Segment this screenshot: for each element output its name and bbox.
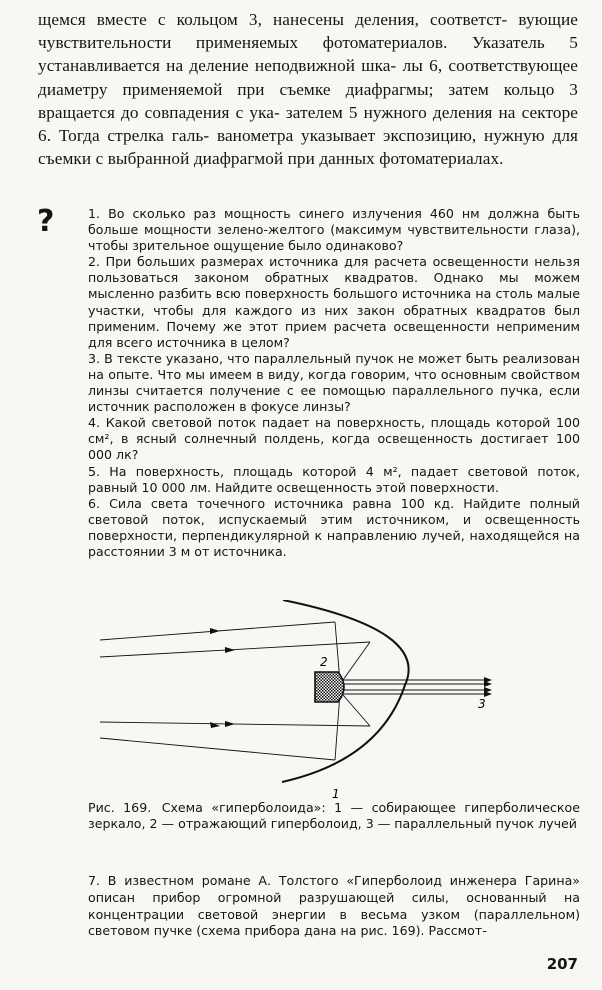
intro-paragraph bbox=[38, 8, 578, 170]
intro-text bbox=[38, 8, 578, 170]
intro-line: диафрагмы; затем кольцо 3 вращается до совпадения с ука- bbox=[38, 79, 578, 122]
label-mirror: 1 bbox=[332, 787, 340, 800]
question-item: 6. Сила света точечного источника равна 100 кд. Найдите полный световой поток, испускаемый этим источником, и освещенность поверхности, перпендикулярной к направлению лучей, находящейся на расстоянии 3 м от источника. bbox=[88, 495, 580, 559]
question-item: 7. В известном романе А. Толстого «Гиперболоид инженера Гарина» описан прибор огромной разрушающей силы, основанный на концентрации световой энергии в весьма узком (параллельном) световом пучке (схема прибора дана на рис. 169). Рассмот- bbox=[88, 873, 580, 939]
caption-number: Рис. 169. bbox=[88, 800, 152, 815]
collecting-mirror bbox=[282, 600, 409, 782]
question-7 bbox=[88, 873, 580, 940]
question-item: 1. Во сколько раз мощность синего излучения 460 нм должна быть больше мощности зелено-желтого (максимум чувствительности глаза), чтобы зрительное ощущение было одинаково? bbox=[88, 206, 580, 254]
hyperboloid-svg bbox=[100, 600, 520, 800]
figure-caption bbox=[88, 800, 580, 833]
questions-list bbox=[88, 206, 580, 560]
label-hyperboloid: 2 bbox=[320, 655, 328, 669]
parallel-beam bbox=[342, 680, 490, 694]
intro-line: ванометра указывает экспозицию, нужную для съемки с bbox=[38, 126, 578, 169]
page-number: 207 bbox=[546, 955, 578, 973]
ray-arrows bbox=[210, 628, 235, 728]
intro-line: лы 6, соответствующее диаметру применяемой при съемке bbox=[38, 56, 578, 99]
intro-line: вующие чувствительности применяемых фотоматериалов. bbox=[38, 10, 578, 53]
beam-arrows bbox=[484, 677, 492, 697]
question-item: 2. При больших размерах источника для расчета освещенности нельзя пользоваться законом обратных квадратов. Однако мы можем мысленно разбить всю поверхность большого источника на столь малые участки, чтобы для каждого из них закон обратных квадратов был применим. Почему же этот прием расчета освещенности неприменим для всего источника в целом? bbox=[88, 254, 580, 350]
intro-line: зателем 5 нужного деления на секторе 6. Тогда стрелка галь- bbox=[38, 102, 578, 146]
reflecting-hyperboloid bbox=[315, 672, 344, 702]
intro-line: выбранной диафрагмой при данных фотоматериалах. bbox=[107, 149, 504, 169]
caption-text: Схема «гиперболоида»: 1 — собирающее гиперболическое зеркало, 2 — отражающий гиперболоид, 3 — параллельный пучок лучей bbox=[88, 800, 580, 832]
label-beam: 3 bbox=[478, 697, 486, 711]
question-item: 3. В тексте указано, что параллельный пучок не может быть реализован на опыте. Что мы имеем в виду, когда говорим, что основным свойством линзы считается получение с ее помощью параллельного пучка, если источник расположен в фокусе линзы? bbox=[88, 350, 580, 415]
question-item: 4. Какой световой поток падает на поверхность, площадь которой 100 см², в ясный солнечный полдень, когда освещенность достигает 100 000 лк? bbox=[88, 415, 580, 463]
hyperboloid-diagram bbox=[100, 600, 520, 800]
intro-line: Указатель 5 устанавливается на деление неподвижной шка- bbox=[38, 33, 578, 76]
question-mark-icon: ? bbox=[37, 204, 55, 239]
intro-line: щемся вместе с кольцом 3, нанесены деления, соответст- bbox=[38, 10, 508, 29]
question-item: 5. На поверхность, площадь которой 4 м², падает световой поток, равный 10 000 лм. Найдите освещенность этой поверхности. bbox=[88, 463, 580, 495]
